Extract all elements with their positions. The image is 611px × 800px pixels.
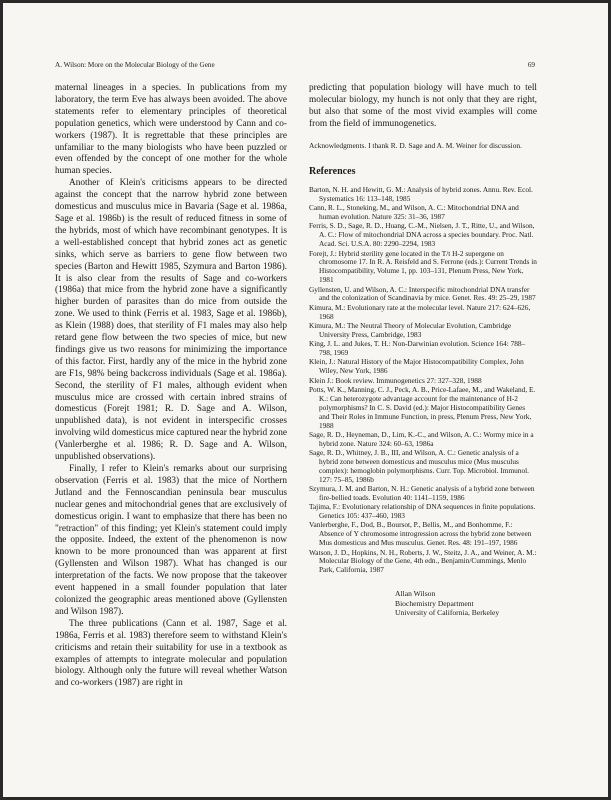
body-paragraph: Another of Klein's criticisms appears to be directed against the concept that the narrow hybrid zone between domesticus and musculus mice in Bavaria (Sage et al. 1986a, Sage et al. 1986b) is the result of reduced fitness in some of the hybrids, most of which have recombinant genotypes. It is a well-established concept that hybrid zones act as genetic sinks, which serve as barriers to gene flow between two species (Barton and Hewitt 1985, Szymura and Barton 1986). It is also clear from the results of Sage and co-workers (1986a) that mice from the hybrid zone have a significantly higher burden of parasites than do mice from outside the zone. We used to think (Ferris et al. 1983, Sage et al. 1986b), as Klein (1988) does, that sterility of F1 males may also help retard gene flow between the two species of mice, but new findings give us two reasons for minimizing the importance of this factor. First, hardly any of the mice in the hybrid zone are F1s, 98% being backcross individuals (Sage et al. 1986a). Second, the sterility of F1 males, although evident when musculus mice are crossed with certain inbred strains of domesticus (Forejt 1981; R. D. Sage and A. Wilson, unpublished data), is not evident in interspecific crosses involving wild domesticus mice captured near the hybrid zone (Vanlerberghe et al. 1986; R. D. Sage and A. Wilson, unpublished observations). xyxy=(55,178,287,463)
body-paragraph: predicting that population biology will have much to tell molecular biology, my hunch is not only that they are right, but also that some of the most vivid examples will come from the field of immunogenetics. xyxy=(309,83,537,129)
reference-item: Watson, J. D., Hopkins, N. H., Roberts, J. W., Steitz, J. A., and Weiner, A. M.: Molecular Biology of the Gene, 4th edn., Benjamin/Cummings, Menlo Park, California, 1987 xyxy=(309,547,537,575)
reference-item: Szymura, J. M. and Barton, N. H.: Genetic analysis of a hybrid zone between fire-bellied toads. Evolution 40: 1141–1159, 1986 xyxy=(309,484,535,502)
author-department: Biochemistry Department xyxy=(395,598,474,608)
reference-list xyxy=(309,186,537,575)
page-number: 69 xyxy=(527,61,535,69)
body-paragraph: The three publications (Cann et al. 1987, Sage et al. 1986a, Ferris et al. 1983) therefore seem to withstand Klein's criticisms and retain their suitability for use in a textbook as examples of attempts to integrate molecular and population biology. Although only the future will reveal whether Watson and co-workers (1987) are right in xyxy=(55,618,287,689)
reference-item: Tajima, F.: Evolutionary relationship of DNA sequences in finite populations. Genetics 105: 437–460, 1983 xyxy=(309,502,536,521)
reference-item: Kimura, M.: Evolutionary rate at the molecular level. Nature 217: 624–626, 1968 xyxy=(309,302,531,321)
running-title: A. Wilson: More on the Molecular Biology of the Gene xyxy=(55,61,215,69)
reference-item: Ferris, S. D., Sage, R. D., Huang, C.-M., Nielsen, J. T., Ritte, U., and Wilson, A. C.: Flow of mitochondrial DNA across a species boundary. Proc. Natl. Acad. Sci. U.S.A. 80: 2290–2294, 1983 xyxy=(309,221,535,249)
reference-item: Potts, W. K., Manning, C. J., Peck, A. B., Price-Lafaee, M., and Wakeland, E. K.: Can heterozygote advantage account for the maintenance of H-2 polymorphisms? In C. S. David (ed.): Major Histocompatibility Genes and Their Roles in Immune Function, in press, Plenum Press, New York, 1988 xyxy=(309,384,536,430)
references-heading: References xyxy=(309,166,356,178)
reference-item: Barton, N. H. and Hewitt, G. M.: Analysis of hybrid zones. Annu. Rev. Ecol. Systematics 16: 113–148, 1985 xyxy=(309,185,533,203)
reference-item: Forejt, J.: Hybrid sterility gene located in the T/t H-2 supergene on chromosome 17. In R. A. Reisfeld and S. Ferrone (eds.): Current Trends in Histocompatibility, Volume 1, pp. 103–131, Plenum Press, New York, 1981 xyxy=(309,248,537,285)
reference-item: Klein J.: Book review. Immunogenetics 27: 327–328, 1988 xyxy=(309,375,482,385)
running-head xyxy=(55,61,535,69)
author-name: Allan Wilson xyxy=(395,589,436,599)
body-paragraph: Finally, I refer to Klein's remarks about our surprising observation (Ferris et al. 1983) that the mice of Northern Jutland and the Fennoscandian peninsula bear musculus nuclear genes and mitochondrial genes that are exclusively of domesticus origin. I want to emphasize that there has been no "retraction" of this finding; yet Klein's statement could imply the opposite. Indeed, the extent of the phenomenon is now known to be more pronounced than was apparent at first (Gyllensten and Wilson 1987). What has changed is our interpretation of the facts. We now propose that the takeover event happened in a small founder population that later colonized the geographic areas mentioned above (Gyllensten and Wilson 1987). xyxy=(55,464,287,617)
right-column xyxy=(309,83,537,618)
author-address xyxy=(395,589,537,618)
reference-item: Sage, R. D., Whitney, J. B., III, and Wilson, A. C.: Genetic analysis of a hybrid zone between domesticus and musculus mice (Mus musculus complex): hemoglobin polymorphisms. Curr. Top. Microbiol. Immunol. 127: 75–85, 1986b xyxy=(309,448,529,484)
reference-item: Klein, J.: Natural History of the Major Histocompatibility Complex, John Wiley, New York, 1986 xyxy=(309,357,524,376)
acknowledgments: Acknowledgments. I thank R. D. Sage and A. M. Weiner for discussion. xyxy=(309,140,522,150)
reference-item: Vanlerberghe, F., Dod, B., Boursot, P., Bellis, M., and Bonhomme, F.: Absence of Y chromosome introgression across the hybrid zone between Mus domesticus and Mus musculus. Genet. Res. 48: 191–197, 1986 xyxy=(309,520,532,548)
reference-item: Kimura, M.: The Neutral Theory of Molecular Evolution, Cambridge University Press, Cambridge, 1983 xyxy=(309,320,512,339)
reference-item: King, J. L. and Jukes, T. H.: Non-Darwinian evolution. Science 164: 788–798, 1969 xyxy=(309,339,526,358)
body-paragraph: maternal lineages in a species. In publications from my laboratory, the term Eve has always been avoided. The above statements refer to elementary principles of theoretical population genetics, which were understood by Cann and co-workers (1987). It is regrettable that these principles are unfamiliar to the many biologists who have been puzzled or even offended by the concept of one mother for the whole human species. xyxy=(55,83,287,177)
author-institution: University of California, Berkeley xyxy=(395,608,500,618)
reference-item: Sage, R. D., Heyneman, D., Lim, K.-C., and Wilson, A. C.: Wormy mice in a hybrid zone. Nature 324: 60–63, 1986a xyxy=(309,429,534,448)
journal-page xyxy=(3,3,608,797)
reference-item: Gyllensten, U. and Wilson, A. C.: Interspecific mitochondrial DNA transfer and the colonization of Scandinavia by mice. Genet. Res. 49: 25–29, 1987 xyxy=(309,284,536,303)
reference-item: Cann, R. L., Stoneking, M., and Wilson, A. C.: Mitochondrial DNA and human evolution. Nature 325: 31–36, 1987 xyxy=(309,203,519,222)
left-column xyxy=(55,83,287,690)
